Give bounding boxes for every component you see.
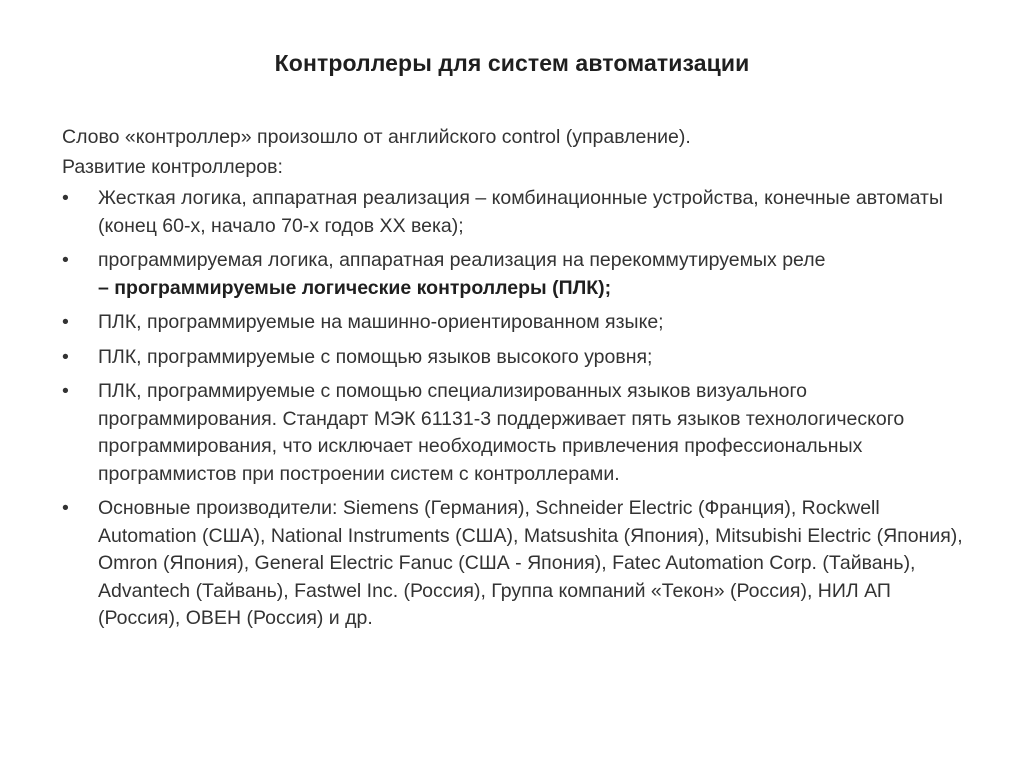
intro-paragraph-2: Развитие контроллеров:: [62, 155, 283, 178]
bullet-icon: •: [62, 380, 69, 402]
bullet-item-visual-programming: [62, 378, 972, 488]
bullet-text: ПЛК, программируемые на машинно-ориентированном языке;: [98, 311, 664, 333]
bullet-item-machine-language: [62, 309, 972, 337]
bullet-icon: •: [62, 345, 69, 368]
bullet-item-manufacturers: [62, 495, 972, 633]
slide-content: [62, 124, 972, 640]
bullet-icon: •: [62, 311, 69, 333]
bullet-item-programmable-logic: [62, 247, 972, 302]
bullet-bold-text: – программируемые логические контроллеры (ПЛК);: [98, 276, 612, 299]
bullet-item-high-level-languages: [62, 344, 972, 372]
bullet-list: [62, 185, 972, 633]
slide-title: Контроллеры для систем автоматизации: [274, 50, 750, 76]
bullet-icon: •: [62, 187, 69, 209]
bullet-icon: •: [62, 249, 69, 271]
bullet-icon: •: [62, 497, 69, 519]
bullet-text: Основные производители: Siemens (Германия), Schneider Electric (Франция), Rockwell Automation (США), National Instruments (США), Matsushita (Япония), Mitsubishi Electric (Япония), Omron (Япония), General Electric Fanuc (США - Япония), Fatec Automation Corp. (Тайвань), Advantech (Тайвань), Fastwel Inc. (Россия), Группа компаний «Текон» (Россия), НИЛ АП (Россия), ОВЕН (Россия) и др.: [98, 497, 963, 629]
bullet-text: ПЛК, программируемые с помощью языков высокого уровня;: [98, 345, 653, 368]
bullet-text: Жесткая логика, аппаратная реализация – комбинационные устройства, конечные автоматы (конец 60-х, начало 70-х годов XX века);: [98, 187, 943, 237]
intro-paragraph-1: Слово «контроллер» произошло от английского control (управление).: [62, 126, 691, 148]
bullet-text: ПЛК, программируемые с помощью специализированных языков визуального программирования. Стандарт МЭК 61131-3 поддерживает пять языков технологического программирования, что исключает необходимость привлечения профессиональных программистов при построении систем с контроллерами.: [98, 380, 905, 485]
bullet-text: программируемая логика, аппаратная реализация на перекоммутируемых реле: [98, 249, 826, 271]
bullet-item-hardwired-logic: [62, 185, 972, 240]
